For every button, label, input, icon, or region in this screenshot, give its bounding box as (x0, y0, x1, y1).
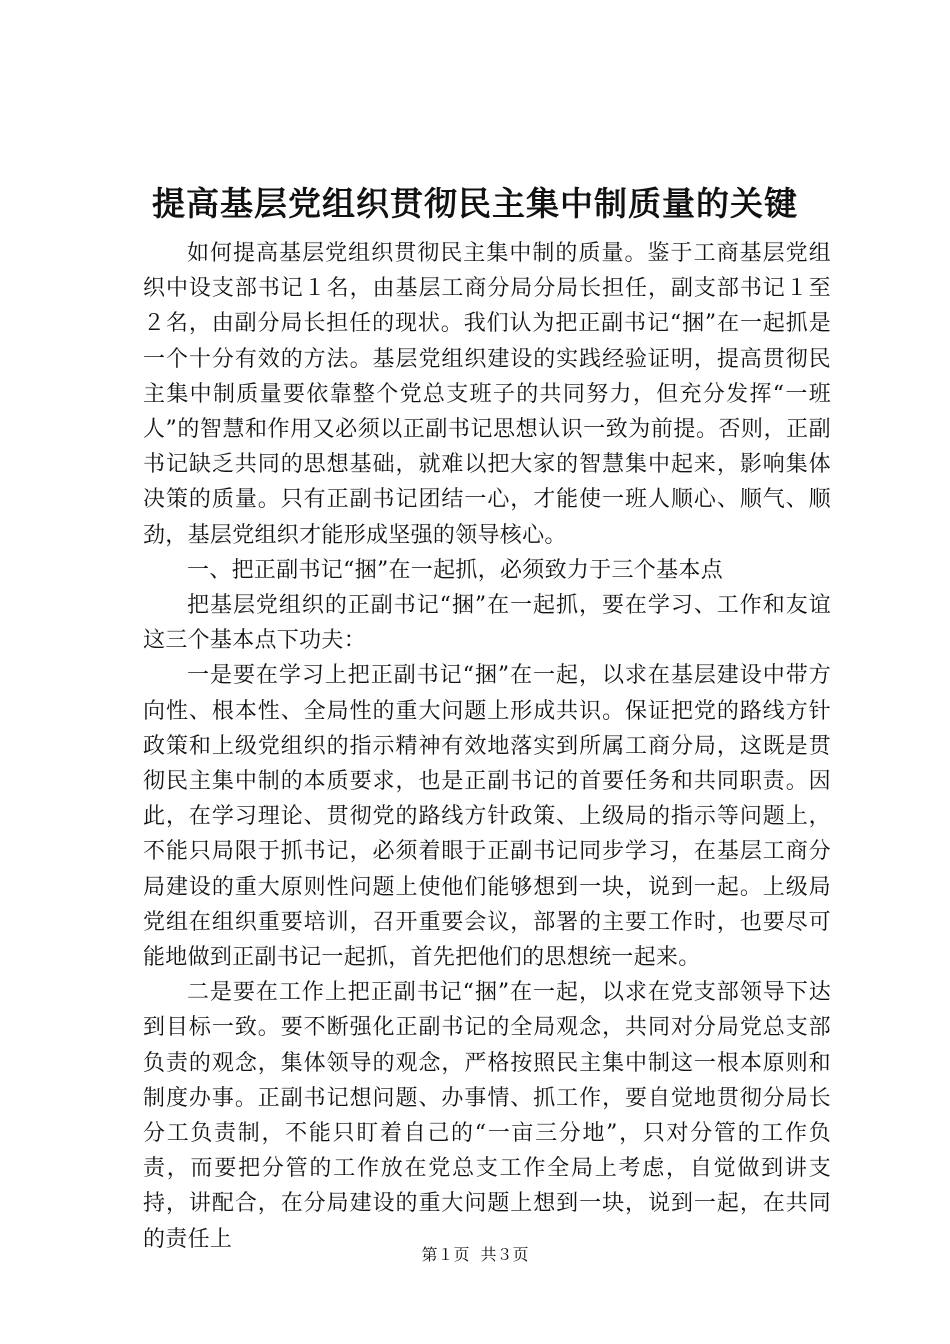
paragraph: 二是要在工作上把正副书记“捆”在一起，以求在党支部领导下达到目标一致。要不断强化正副书记的全局观念，共同对分局党总支部负责的观念，集体领导的观念，严格按照民主集中制这一根本原则和制度办事。正副书记想问题、办事情、抓工作，要自觉地贯彻分局长分工负责制，不能只盯着自己的“一亩三分地”，只对分管的工作负责，而要把分管的工作放在党总支工作全局上考虑，自觉做到讲支持，讲配合，在分局建设的重大问题上想到一块，说到一起，在共同的责任上 (143, 980, 831, 1252)
paragraph: 一是要在学习上把正副书记“捆”在一起，以求在基层建设中带方向性、根本性、全局性的重大问题上形成共识。保证把党的路线方针政策和上级党组织的指示精神有效地落实到所属工商分局，这既是贯彻民主集中制的本质要求，也是正副书记的首要任务和共同职责。因此，在学习理论、贯彻党的路线方针政策、上级局的指示等问题上，不能只局限于抓书记，必须着眼于正副书记同步学习，在基层工商分局建设的重大原则性问题上使他们能够想到一块，说到一起。上级局党组在组织重要培训，召开重要会议，部署的主要工作时，也要尽可能地做到正副书记一起抓，首先把他们的思想统一起来。 (143, 663, 831, 971)
paragraph: 把基层党组织的正副书记“捆”在一起抓，要在学习、工作和友谊这三个基本点下功夫： (143, 593, 831, 654)
paragraph: 如何提高基层党组织贯彻民主集中制的质量。鉴于工商基层党组织中设支部书记１名，由基层工商分局分局长担任，副支部书记１至２名，由副分局长担任的现状。我们认为把正副书记“捆”在一起抓是一个十分有效的方法。基层党组织建设的实践经验证明，提高贯彻民主集中制质量要依靠整个党总支班子的共同努力，但充分发挥“一班人”的智慧和作用又必须以正副书记思想认识一致为前提。否则，正副书记缺乏共同的思想基础，就难以把大家的智慧集中起来，影响集体决策的质量。只有正副书记团结一心，才能使一班人顺心、顺气、顺劲，基层党组织才能形成坚强的领导核心。 (143, 241, 831, 548)
section-heading: 一、把正副书记“捆”在一起抓，必须致力于三个基本点 (187, 557, 723, 583)
document-title: 提高基层党组织贯彻民主集中制质量的关键 (152, 184, 798, 223)
document-body (143, 236, 831, 1257)
page-footer (0, 1243, 950, 1267)
page-total: 共３页 (480, 1245, 529, 1264)
page-number: 第１页 (421, 1245, 470, 1264)
